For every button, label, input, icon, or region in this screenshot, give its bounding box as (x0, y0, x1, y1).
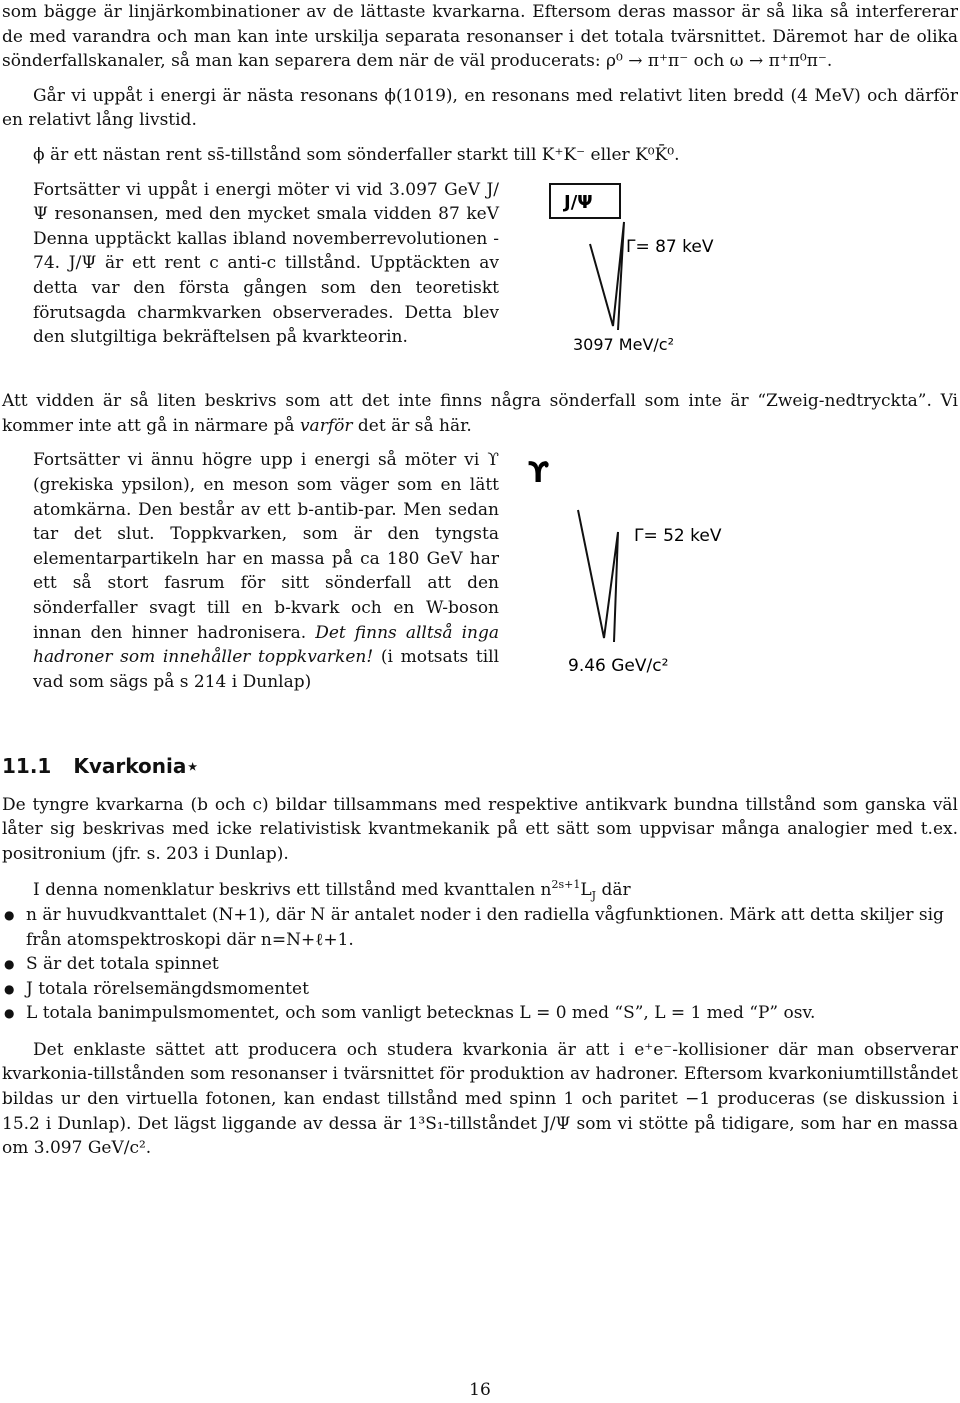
paragraph-heavy-quarks: De tyngre kvarkarna (b och c) bildar tillsammans med respektive antikvark bundna tillstånd som ganska väl låter sig beskrivas med icke relativistisk kvantmekanik på ett sätt som uppvisar många analogier med t.ex. positronium (jfr. s. 203 i Dunlap). (2, 794, 958, 864)
jpsi-block (2, 178, 958, 376)
nomenclature-end: där (596, 880, 631, 901)
paragraph-rho-omega: som bägge är linjärkombinationer av de lättaste kvarkarna. Eftersom deras massor är så lika så interfererar de med varandra och man kan inte urskilja separata resonanser i det totala tvärsnittet. Däremot har de olika sönderfallskanaler, så man kan separera dem när de väl producerats: ρ⁰ → π⁺π⁻ och ω → π⁺π⁰π⁻. (2, 2, 958, 72)
jpsi-peak-line (590, 222, 624, 330)
upsilon-emphasis: Det finns alltså inga hadroner som innehåller toppkvarken! (33, 622, 499, 668)
nomenclature-l: L (580, 880, 592, 901)
zweig-text: Att vidden är så liten beskrivs som att det inte finns några sönderfall som inte är “Zweig-nedtryckta”. Vi kommer inte att gå in närmare på (2, 391, 958, 436)
upsilon-tail: (i motsats till vad som sägs på s 214 i Dunlap) (33, 647, 500, 692)
list-item: ● J totala rörelsemängdsmomentet (2, 977, 958, 1002)
jpsi-figure (518, 178, 958, 376)
jpsi-mass-label: 3097 MeV/c² (573, 334, 674, 354)
paragraph-production: Det enklaste sättet att producera och studera kvarkonia är att i e⁺e⁻-kollisioner där man observerar kvarkonia-tillstånden som resonanser i tvärsnittet för produktion av hadroner. Eftersom kvarkoniumtillståndet bildas ur den virtuella fotonen, kan endast tillstånd med spinn 1 och paritet −1 produceras (se diskussion i 15.2 i Dunlap). Det lägst liggande av dessa är 1³S₁-tillståndet J/Ψ som vi stötte på tidigare, som har en massa om 3.097 GeV/c². (2, 1039, 958, 1159)
list-item: ● L totala banimpulsmomentet, och som vanligt betecknas L = 0 med “S”, L = 1 med “P” osv. (2, 1001, 958, 1026)
paragraph-nomenclature (2, 878, 958, 903)
paragraph-zweig (2, 389, 958, 438)
paragraph-phi-resonance: Går vi uppåt i energi är nästa resonans ϕ(1019), en resonans med relativt liten bredd (4 MeV) och därför en relativt lång livstid. (2, 85, 958, 131)
paragraph-upsilon (33, 448, 499, 694)
section-number: 11.1 (2, 753, 52, 778)
upsilon-mass-label: 9.46 GeV/c² (568, 656, 669, 677)
nomenclature-sub: J (591, 889, 597, 903)
zweig-emphasis: varför (299, 415, 353, 436)
upsilon-figure (518, 448, 958, 706)
quantum-number-list (2, 903, 958, 1026)
upsilon-width-label: Γ= 52 keV (634, 526, 722, 547)
list-item: ● S är det totala spinnet (2, 952, 958, 977)
page-content (2, 0, 958, 1161)
zweig-end: det är så här. (357, 415, 472, 436)
upsilon-resonance-sketch (518, 448, 958, 698)
paragraph-jpsi: Fortsätter vi uppåt i energi möter vi vid 3.097 GeV J/Ψ resonansen, med den mycket smala vidden 87 keV Denna upptäckt kallas ibland novemberrevolutionen - 74. J/Ψ är ett rent c anti-c tillstånd. Upptäckten av detta var den första gången som den teoretiskt förutsagda charmkvarken observerades. Detta blev den slutgiltiga bekräftelsen på kvarkteorin. (33, 179, 499, 348)
upsilon-text: Fortsätter vi ännu högre upp i energi så möter vi ϒ (grekiska ypsilon), en meson som väger som en lätt atomkärna. Den består av ett b-antib-par. Men sedan tar det slut. Toppkvarken, som är den tyngsta elementarpartikeln har en massa på ca 180 GeV har ett så stort fasrum för sitt sönderfall att den sönderfaller svagt till en b-kvark och en W-boson innan den hinner hadronisera. (33, 450, 499, 643)
list-item: ● n är huvudkvanttalet (N+1), där N är antalet noder i den radiella vågfunktionen. Märk att detta skiljer sig från atomspektroskopi där n=N+ℓ+1. (2, 903, 958, 952)
upsilon-label: ϒ (528, 456, 549, 490)
nomenclature-text: I denna nomenklatur beskrivs ett tillstånd med kvanttalen n (33, 880, 552, 901)
jpsi-resonance-sketch (518, 178, 958, 368)
section-title: Kvarkonia⋆ (73, 753, 199, 778)
nomenclature-sup: 2s+1 (551, 878, 581, 892)
section-heading (2, 754, 958, 779)
paragraph-phi-decay: ϕ är ett nästan rent ss̄-tillstånd som sönderfaller starkt till K⁺K⁻ eller K⁰K̄⁰. (33, 144, 680, 165)
page-number: 16 (469, 1380, 491, 1400)
upsilon-peak-line (578, 510, 618, 642)
upsilon-block (2, 448, 958, 706)
jpsi-label: J/Ψ (564, 191, 593, 213)
jpsi-width-label: Γ= 87 keV (626, 236, 714, 257)
